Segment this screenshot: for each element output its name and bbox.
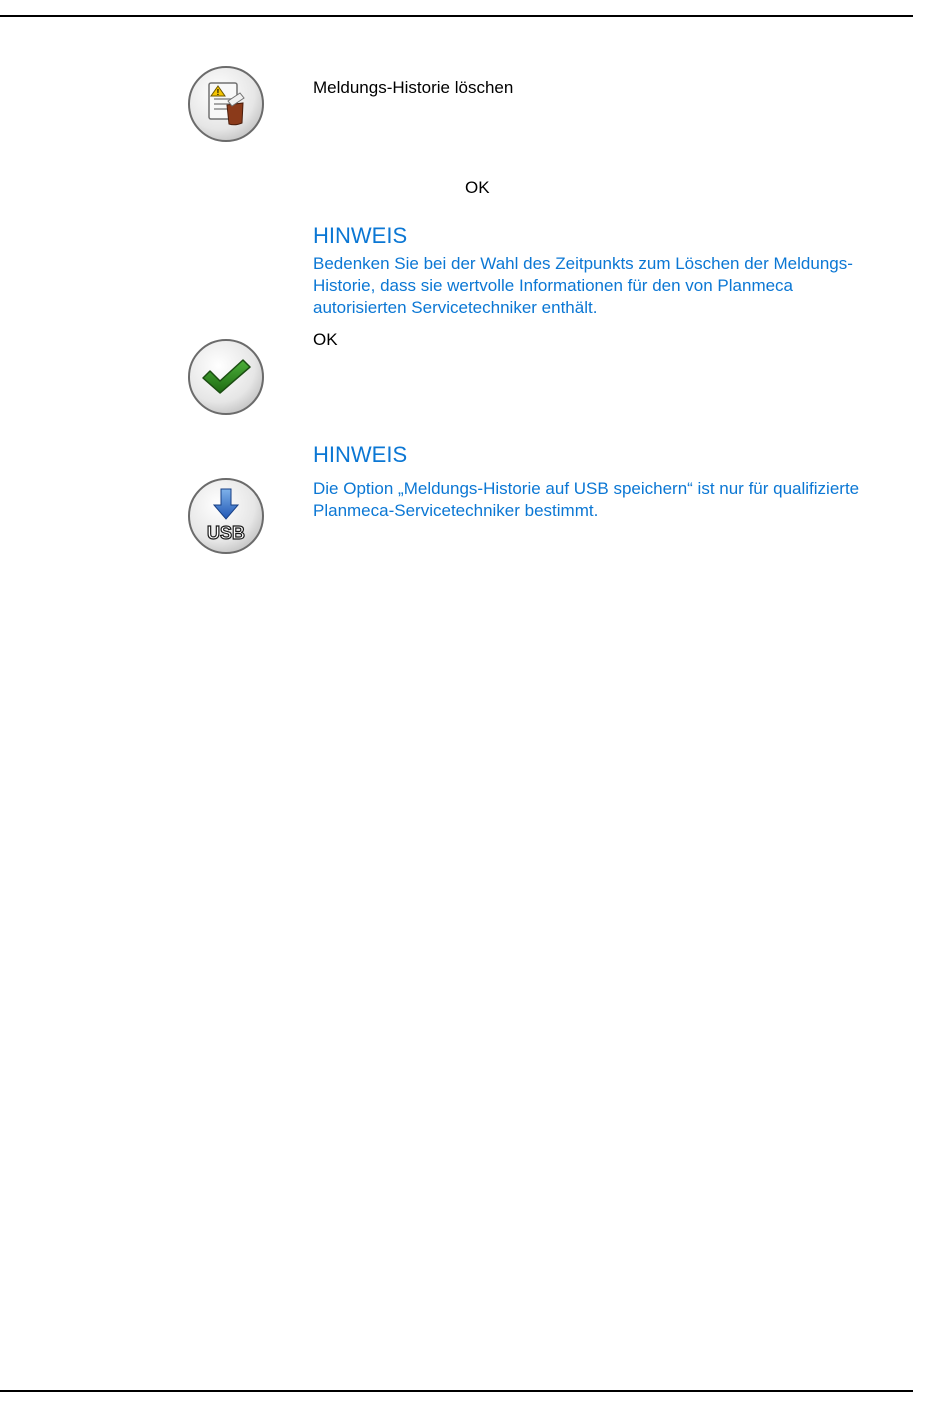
note-line: Historie, dass sie wertvolle Informationen für den von Planmeca xyxy=(313,276,794,295)
ok-button-label: OK xyxy=(465,178,490,197)
svg-text:!: ! xyxy=(216,88,220,97)
clear-message-history-icon[interactable] xyxy=(187,65,265,143)
clear-history-label: Meldungs-Historie löschen xyxy=(313,78,514,97)
note-line: Die Option „Meldungs-Historie auf USB speichern“ ist nur für qualifizierte xyxy=(313,479,860,498)
note-text xyxy=(313,478,859,522)
ok-label: OK xyxy=(313,330,338,349)
note-line: Planmeca-Servicetechniker bestimmt. xyxy=(313,501,599,520)
usb-icon-text: USB xyxy=(206,523,246,543)
note-heading: HINWEIS xyxy=(313,442,408,467)
usb-save-icon[interactable] xyxy=(187,477,265,555)
note-line: Bedenken Sie bei der Wahl des Zeitpunkts zum Löschen der Meldungs- xyxy=(313,254,853,273)
footer-rule xyxy=(0,1390,913,1392)
note-line: autorisierten Servicetechniker enthält. xyxy=(313,298,598,317)
note-text xyxy=(313,253,853,319)
header-rule xyxy=(0,15,913,17)
checkmark-ok-icon[interactable] xyxy=(187,338,265,416)
note-heading: HINWEIS xyxy=(313,223,408,248)
